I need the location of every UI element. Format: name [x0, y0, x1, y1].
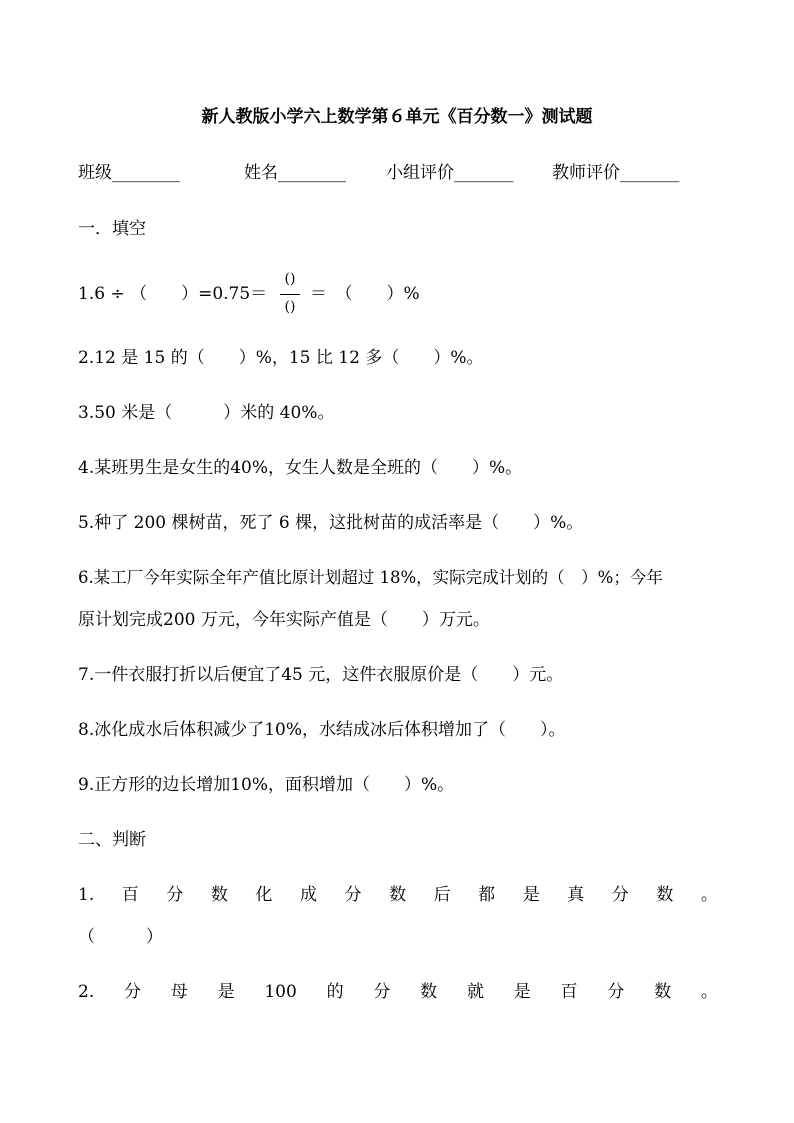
judge-q1-char: 后 — [433, 885, 451, 905]
fill-question-1-right: ＝ （ ）% — [310, 284, 420, 304]
section-heading-fill: 一．填空 — [78, 219, 146, 239]
judge-q1-char: 化 — [255, 885, 273, 905]
fill-question-8: 8.冰化成水后体积减少了10%，水结成冰后体积增加了（ ）。 — [78, 720, 566, 740]
fill-question-6-line-1: 6.某工厂今年实际全年产值比原计划超过 18%，实际完成计划的（ ）%；今年 — [78, 568, 663, 587]
judge-q1-char: 分 — [611, 885, 629, 905]
judge-q1-char: 真 — [567, 885, 585, 905]
judge-q2-char: 的 — [326, 982, 344, 1002]
judge-q1-char: 。 — [700, 885, 718, 905]
judge-q1-char: 数 — [389, 885, 407, 905]
judge-question-2 — [78, 981, 718, 1003]
teacher-evaluation-label: 教师评价_______ — [552, 163, 680, 183]
judge-q2-char: 。 — [700, 982, 718, 1002]
class-field-label: 班级________ — [78, 163, 180, 183]
judge-q2-char: 分 — [373, 982, 391, 1002]
judge-q1-char: 分 — [166, 885, 184, 905]
judge-question-1-answer-paren: （ ） — [78, 927, 163, 947]
judge-q2-char: 分 — [607, 982, 625, 1002]
judge-q2-char: 是 — [513, 982, 531, 1002]
judge-q2-char: 母 — [170, 982, 188, 1002]
judge-q2-char: 数 — [654, 982, 672, 1002]
fill-question-5: 5.种了 200 棵树苗，死了 6 棵，这批树苗的成活率是（ ）%。 — [78, 513, 584, 533]
student-info-row — [78, 162, 718, 186]
judge-q2-char: 是 — [217, 982, 235, 1002]
fill-question-9: 9.正方形的边长增加10%，面积增加（ ）%。 — [78, 775, 455, 795]
judge-q2-char: 就 — [466, 982, 484, 1002]
fill-question-6-line-2: 原计划完成200 万元，今年实际产值是（ ）万元。 — [78, 610, 490, 630]
name-field-label: 姓名________ — [244, 163, 346, 183]
judge-q1-char: 百 — [121, 885, 139, 905]
judge-q2-char: 百 — [560, 982, 578, 1002]
judge-q2-char: 100 — [264, 982, 297, 1002]
judge-q1-char: 1. — [78, 885, 95, 905]
judge-q1-char: 分 — [344, 885, 362, 905]
judge-q2-char: 分 — [124, 982, 142, 1002]
page-title: 新人教版小学六上数学第６单元《百分数一》测试题 — [201, 107, 593, 127]
judge-question-1 — [78, 884, 718, 906]
judge-q1-char: 是 — [522, 885, 540, 905]
fill-question-1-left: 1.6 ÷ （ ）=0.75＝ — [78, 284, 268, 304]
section-heading-judge: 二、判断 — [78, 830, 146, 850]
fraction-numerator: () — [284, 271, 296, 287]
judge-q1-char: 成 — [299, 885, 317, 905]
judge-q1-char: 都 — [478, 885, 496, 905]
fill-question-4: 4.某班男生是女生的40%，女生人数是全班的（ ）%。 — [78, 458, 523, 478]
judge-q1-char: 数 — [656, 885, 674, 905]
fill-question-2: 2.12 是 15 的（ ）%，15 比 12 多（ ）%。 — [78, 348, 484, 368]
fraction-bar — [280, 294, 300, 295]
judge-q2-char: 数 — [420, 982, 438, 1002]
fill-question-7: 7.一件衣服打折以后便宜了45 元，这件衣服原价是（ ）元。 — [78, 665, 564, 685]
group-evaluation-label: 小组评价_______ — [386, 163, 514, 183]
judge-q2-char: 2. — [78, 982, 95, 1002]
fill-question-3: 3.50 米是（ ）米的 40%。 — [78, 403, 335, 423]
fraction-blank — [278, 270, 302, 320]
fraction-denominator: () — [284, 299, 296, 315]
judge-q1-char: 数 — [210, 885, 228, 905]
